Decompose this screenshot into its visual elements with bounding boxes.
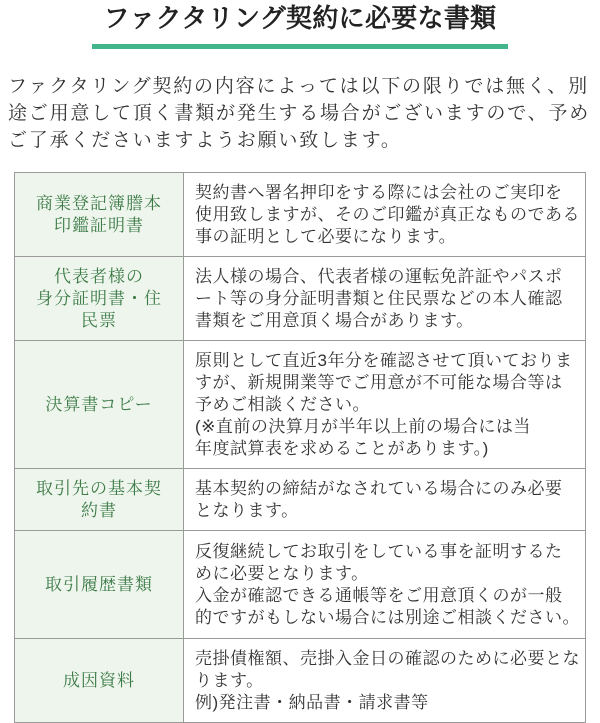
document-name: 印鑑証明書 — [54, 215, 144, 235]
document-name: 商業登記簿謄本 — [36, 193, 162, 213]
document-description-line: めに必要となります。 — [195, 563, 369, 583]
page-title: ファクタリング契約に必要な書類 — [103, 3, 497, 33]
document-name-cell — [15, 341, 184, 468]
document-name-cell — [15, 173, 184, 256]
document-description-cell — [184, 639, 585, 722]
required-documents-table — [14, 172, 586, 723]
document-name-cell — [15, 531, 184, 638]
table-row — [15, 340, 585, 468]
document-description-line: 基本契約の締結がなされている場合にのみ必要 — [195, 478, 563, 498]
document-description-line: 反復継続してお取引をしている事を証明するた — [195, 541, 563, 561]
intro-paragraph — [8, 73, 598, 154]
document-name: 成因資料 — [63, 670, 135, 690]
table-row — [15, 468, 585, 530]
document-description-line: ート等の身分証明書類と住民票などの本人確認 — [195, 288, 563, 308]
document-description-line: 原則として直近3年分を確認させて頂いておりま — [195, 350, 573, 370]
document-name: 代表者様の — [54, 266, 144, 286]
table-row — [15, 638, 585, 722]
document-description-line: 法人様の場合、代表者様の運転免許証やパスポ — [195, 266, 563, 286]
document-name-cell — [15, 469, 184, 530]
document-name: 取引履歴書類 — [45, 574, 153, 594]
document-name-cell — [15, 639, 184, 722]
document-description-line: 予めご相談ください。 — [195, 394, 370, 414]
table-row — [15, 256, 585, 340]
document-name: 身分証明書・住民票 — [36, 288, 162, 330]
intro-line: 途ご用意して頂く書類が発生する場合がございますので、予め — [8, 103, 591, 124]
document-description-cell — [184, 173, 585, 256]
document-description-line: 的ですがもしない場合には別途ご相談ください。 — [195, 607, 580, 627]
table-row — [15, 530, 585, 638]
document-description-cell — [184, 257, 585, 340]
document-description-cell — [184, 469, 585, 530]
document-description-line: 売掛債権額、売掛入金日の確認のために必要とな — [195, 648, 580, 668]
title-underline — [92, 44, 508, 49]
table-row — [15, 173, 585, 256]
document-name: 取引先の基本契約書 — [36, 478, 162, 520]
document-description-line: 契約書へ署名押印をする際には会社のご実印を — [195, 182, 563, 202]
document-description-line: 入金が確認できる通帳等をご用意頂くのが一般 — [195, 585, 563, 605]
document-description-line: 書類をご用意頂く場合があります。 — [195, 310, 474, 330]
document-description-line: すが、新規開業等でご用意が不可能な場合等は — [195, 372, 563, 392]
document-description-line: (※直前の決算月が半年以上前の場合には当 — [195, 416, 531, 436]
intro-line: ファクタリング契約の内容によっては以下の限りでは無く、別 — [8, 76, 589, 97]
document-description-cell — [184, 531, 585, 638]
document-description-line: 使用致しますが、そのご印鑑が真正なものである — [195, 204, 580, 224]
document-description-line: ります。 — [195, 670, 264, 690]
document-name-cell — [15, 257, 184, 340]
document-description-line: 事の証明として必要になります。 — [195, 226, 457, 246]
document-description-line: となります。 — [195, 500, 299, 520]
intro-line: ご了承くださいますようお願い致します。 — [8, 130, 402, 151]
document-description-cell — [184, 341, 585, 468]
document-description-line: 例)発注書・納品書・請求書等 — [195, 692, 429, 712]
document-name: 決算書コピー — [45, 394, 153, 414]
document-description-line: 年度試算表を求めることがあります。) — [195, 438, 489, 458]
